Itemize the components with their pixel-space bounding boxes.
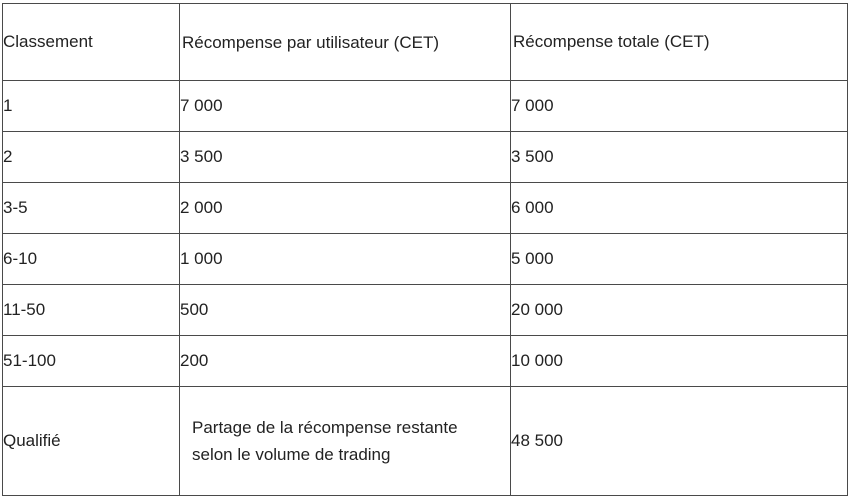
cell-total-reward: 5 000 bbox=[511, 234, 848, 285]
reward-table bbox=[2, 3, 848, 496]
cell-rank: 2 bbox=[3, 132, 180, 183]
cell-total-reward: 20 000 bbox=[511, 285, 848, 336]
cell-rank: 3-5 bbox=[3, 183, 180, 234]
cell-rank: 51-100 bbox=[3, 336, 180, 387]
table-row bbox=[3, 387, 848, 496]
cell-reward-per-user: Partage de la récompense restante selon le volume de trading bbox=[180, 387, 511, 496]
cell-reward-per-user: 200 bbox=[180, 336, 511, 387]
cell-reward-per-user: 1 000 bbox=[180, 234, 511, 285]
cell-total-reward: 10 000 bbox=[511, 336, 848, 387]
header-total-reward: Récompense totale (CET) bbox=[511, 4, 848, 81]
cell-rank: Qualifié bbox=[3, 387, 180, 496]
table-row bbox=[3, 81, 848, 132]
header-rank: Classement bbox=[3, 4, 180, 81]
table-header-row bbox=[3, 4, 848, 81]
cell-reward-per-user: 500 bbox=[180, 285, 511, 336]
cell-reward-per-user: 7 000 bbox=[180, 81, 511, 132]
table-row bbox=[3, 336, 848, 387]
cell-rank: 1 bbox=[3, 81, 180, 132]
table-row bbox=[3, 234, 848, 285]
cell-rank: 11-50 bbox=[3, 285, 180, 336]
table-row bbox=[3, 285, 848, 336]
table-row bbox=[3, 132, 848, 183]
cell-rank: 6-10 bbox=[3, 234, 180, 285]
cell-total-reward: 6 000 bbox=[511, 183, 848, 234]
cell-total-reward: 3 500 bbox=[511, 132, 848, 183]
cell-total-reward: 7 000 bbox=[511, 81, 848, 132]
cell-reward-per-user: 2 000 bbox=[180, 183, 511, 234]
header-reward-per-user: Récompense par utilisateur (CET) bbox=[180, 4, 511, 81]
cell-total-reward: 48 500 bbox=[511, 387, 848, 496]
cell-reward-per-user: 3 500 bbox=[180, 132, 511, 183]
table-row bbox=[3, 183, 848, 234]
